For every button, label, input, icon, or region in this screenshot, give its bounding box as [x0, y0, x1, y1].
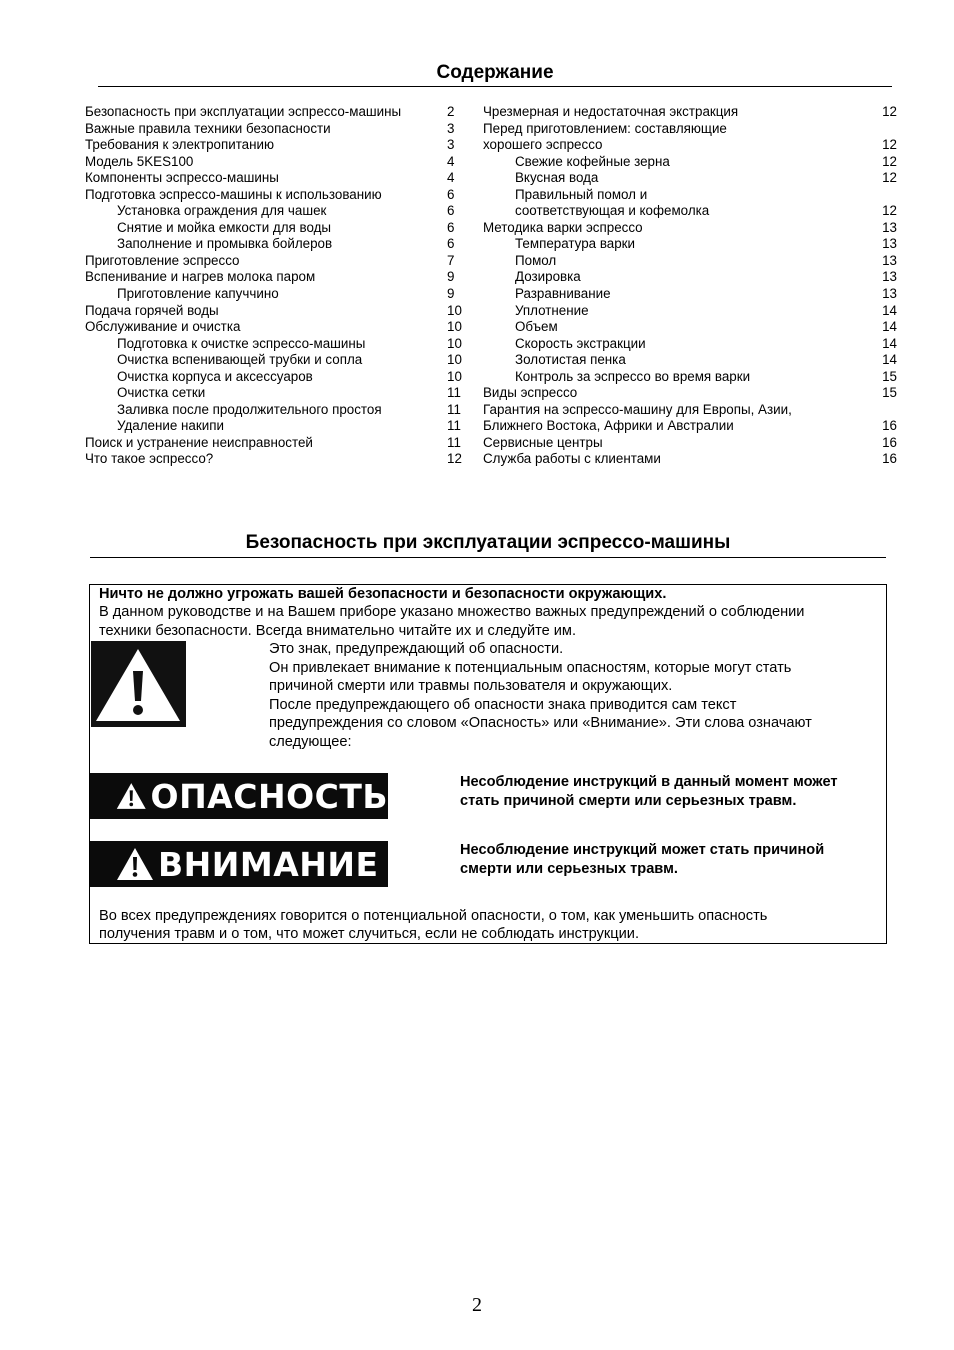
toc-entry: [483, 402, 897, 419]
toc-entry-title: Приготовление капуччино: [117, 286, 279, 302]
toc-entry-page: 16: [882, 434, 897, 450]
toc-entry-title: Заливка после продолжительного простоя: [117, 401, 382, 417]
toc-entry: [483, 319, 897, 336]
danger-word: ОПАСНОСТЬ: [150, 776, 388, 816]
safety-footer-line: Во всех предупреждениях говорится о потенциальной опасности, о том, как уменьшить опасность: [99, 908, 768, 924]
toc-entry-page: 12: [447, 451, 462, 467]
toc-entry: [85, 269, 463, 286]
toc-entry-title: Разравнивание: [515, 286, 611, 302]
toc-entry-page: 6: [447, 203, 455, 219]
safety-footer-line: получения травм и о том, что может случиться, если не соблюдать инструкции.: [99, 926, 640, 942]
toc-entry-page: 14: [882, 335, 897, 351]
toc-entry-page: 13: [882, 269, 897, 285]
toc-entry-title: Дозировка: [515, 269, 581, 285]
toc-entry-title: Очистка вспенивающей трубки и сопла: [117, 352, 363, 368]
toc-entry: [85, 121, 463, 138]
toc-entry: [483, 203, 897, 220]
toc-entry-page: 12: [882, 104, 897, 119]
toc-entry-title: соответствующая и кофемолка: [515, 203, 710, 219]
toc-entry-page: 4: [447, 153, 455, 169]
toc-entry: [483, 418, 897, 435]
toc-entry: [85, 203, 463, 220]
toc-entry-page: 10: [447, 368, 462, 384]
toc-entry-title: Компоненты эспрессо-машины: [85, 170, 279, 186]
toc-entry-title: Подготовка к очистке эспрессо-машины: [117, 335, 366, 351]
toc-entry: [483, 451, 897, 468]
toc-entry: [483, 286, 897, 303]
toc-entry: [85, 303, 463, 320]
toc-entry-title: Подготовка эспрессо-машины к использованию: [85, 186, 382, 202]
toc-entry-page: 13: [882, 219, 897, 235]
toc-entry-title: Правильный помол и: [515, 186, 648, 202]
toc-entry-page: 12: [882, 153, 897, 169]
toc-entry-title: хорошего эспрессо: [483, 137, 603, 153]
toc-entry-page: 10: [447, 319, 462, 335]
toc-entry-page: 12: [882, 203, 897, 219]
warning-triangle-icon: [116, 779, 147, 813]
danger-banner: [90, 773, 388, 819]
safety-lead-line: В данном руководстве и на Вашем приборе указано множество важных предупреждений о соблюдении: [99, 604, 805, 620]
toc-entry: [85, 286, 463, 303]
toc-right-column: [483, 104, 897, 468]
toc-entry: [85, 236, 463, 253]
toc-entry-title: Ближнего Востока, Африки и Австралии: [483, 418, 734, 434]
toc-entry-page: 13: [882, 236, 897, 252]
toc-entry-page: 3: [447, 137, 455, 153]
toc-entry: [483, 385, 897, 402]
toc-entry: [483, 137, 897, 154]
safety-lead-bold: Ничто не должно угрожать вашей безопасности и безопасности окружающих.: [99, 586, 667, 602]
warning-banner: [90, 841, 388, 887]
toc-entry-page: 9: [447, 286, 455, 302]
toc-entry-title: Что такое эспрессо?: [85, 451, 214, 467]
toc-entry-title: Очистка корпуса и аксессуаров: [117, 368, 313, 384]
toc-entry: [483, 154, 897, 171]
toc-entry: [483, 104, 897, 121]
toc-entry: [85, 402, 463, 419]
safety-box: [89, 584, 887, 944]
toc-entry: [85, 385, 463, 402]
toc-entry: [85, 154, 463, 171]
toc-entry-page: 3: [447, 120, 455, 136]
toc-entry-title: Служба работы с клиентами: [483, 451, 661, 467]
toc-entry: [483, 336, 897, 353]
sign-text-line: Это знак, предупреждающий об опасности.: [269, 641, 564, 657]
toc-entry-page: 14: [882, 319, 897, 335]
toc-entry-title: Помол: [515, 252, 557, 268]
toc-entry: [85, 369, 463, 386]
toc-entry-page: 13: [882, 286, 897, 302]
toc-title: Содержание: [98, 62, 892, 87]
warning-description: смерти или серьезных травм.: [460, 861, 678, 877]
toc-entry-page: 6: [447, 186, 455, 202]
toc-entry-page: 16: [882, 451, 897, 467]
warning-description: Несоблюдение инструкций может стать причиной: [460, 842, 825, 858]
sign-text-line: причиной смерти или травмы пользователя и окружающих.: [269, 678, 673, 694]
toc-entry: [483, 369, 897, 386]
safety-section-title: Безопасность при эксплуатации эспрессо-машины: [90, 532, 886, 558]
toc-entry-page: 11: [447, 434, 461, 450]
toc-entry-page: 4: [447, 170, 455, 186]
toc-entry-title: Методика варки эспрессо: [483, 219, 643, 235]
toc-entry: [483, 121, 897, 138]
toc-entry-title: Обслуживание и очистка: [85, 319, 241, 335]
toc-entry-title: Приготовление эспрессо: [85, 252, 240, 268]
toc-entry-title: Модель 5KES100: [85, 153, 194, 169]
toc-entry-page: 16: [882, 418, 897, 434]
toc-entry-page: 11: [447, 418, 461, 434]
toc-entry: [85, 253, 463, 270]
danger-description: стать причиной смерти или серьезных травм.: [460, 793, 797, 809]
toc-entry: [483, 435, 897, 452]
toc-entry: [483, 352, 897, 369]
sign-text-line: предупреждения со словом «Опасность» или «Внимание». Эти слова означают: [269, 715, 812, 731]
safety-lead-line: техники безопасности. Всегда внимательно читайте их и следуйте им.: [99, 623, 577, 639]
warning-triangle-icon: [91, 641, 186, 727]
toc-entry-page: 10: [447, 352, 462, 368]
toc-entry: [85, 319, 463, 336]
toc-entry-title: Сервисные центры: [483, 434, 603, 450]
toc-entry: [85, 336, 463, 353]
sign-text-line: следующее:: [269, 734, 352, 750]
toc-entry-title: Виды эспрессо: [483, 385, 578, 401]
toc-entry-page: 6: [447, 219, 455, 235]
toc-entry: [85, 137, 463, 154]
toc-entry-page: 10: [447, 335, 462, 351]
page-number: 2: [472, 1294, 482, 1316]
toc-entry-page: 12: [882, 137, 897, 153]
toc-entry-title: Требования к электропитанию: [85, 137, 275, 153]
toc-entry: [85, 220, 463, 237]
toc-entry-title: Важные правила техники безопасности: [85, 120, 331, 136]
toc-entry: [85, 170, 463, 187]
toc-entry: [483, 220, 897, 237]
toc-entry: [85, 435, 463, 452]
toc-entry: [483, 187, 897, 204]
toc-entry-page: 9: [447, 269, 455, 285]
toc-entry: [85, 352, 463, 369]
toc-entry-page: 11: [447, 401, 461, 417]
toc-entry: [85, 187, 463, 204]
toc-entry: [483, 236, 897, 253]
toc-entry-title: Скорость экстракции: [515, 335, 646, 351]
warning-triangle-icon: [116, 847, 154, 881]
toc-entry-title: Вспенивание и нагрев молока паром: [85, 269, 316, 285]
toc-entry: [85, 451, 463, 468]
toc-entry-title: Безопасность при эксплуатации эспрессо-машины: [85, 104, 402, 119]
toc-entry-title: Золотистая пенка: [515, 352, 626, 368]
toc-entry: [85, 418, 463, 435]
toc-entry: [483, 303, 897, 320]
toc-entry-page: 14: [882, 352, 897, 368]
toc-entry-page: 15: [882, 368, 897, 384]
toc-entry-page: 6: [447, 236, 455, 252]
toc-entry-title: Подача горячей воды: [85, 302, 219, 318]
toc-entry: [85, 104, 463, 121]
toc-entry-page: 14: [882, 302, 897, 318]
toc-entry-page: 11: [447, 385, 461, 401]
toc-entry-title: Удаление накипи: [117, 418, 224, 434]
toc-entry: [483, 269, 897, 286]
toc-entry-page: 15: [882, 385, 897, 401]
toc-entry-page: 7: [447, 252, 455, 268]
toc-entry-page: 12: [882, 170, 897, 186]
toc-entry-title: Свежие кофейные зерна: [515, 153, 670, 169]
toc-left-column: [85, 104, 463, 468]
toc-entry: [483, 170, 897, 187]
toc-entry-title: Очистка сетки: [117, 385, 206, 401]
toc-entry-page: 2: [447, 104, 455, 119]
toc-entry: [483, 253, 897, 270]
toc-entry-title: Температура варки: [515, 236, 636, 252]
toc-entry-title: Установка ограждения для чашек: [117, 203, 327, 219]
toc-entry-title: Вкусная вода: [515, 170, 599, 186]
sign-text-line: После предупреждающего об опасности знака приводится сам текст: [269, 697, 737, 713]
toc-entry-title: Чрезмерная и недостаточная экстракция: [483, 104, 739, 119]
toc-entry-title: Контроль за эспрессо во время варки: [515, 368, 751, 384]
toc-entry-title: Уплотнение: [515, 302, 589, 318]
toc-entry-page: 13: [882, 252, 897, 268]
toc-entry-title: Поиск и устранение неисправностей: [85, 434, 313, 450]
toc-entry-page: 10: [447, 302, 462, 318]
toc-entry-title: Перед приготовлением: составляющие: [483, 120, 727, 136]
warning-word: ВНИМАНИЕ: [158, 844, 379, 884]
toc-entry-title: Заполнение и промывка бойлеров: [117, 236, 333, 252]
toc-entry-title: Гарантия на эспрессо-машину для Европы, Азии,: [483, 401, 792, 417]
toc-entry-title: Объем: [515, 319, 558, 335]
toc-entry-title: Снятие и мойка емкости для воды: [117, 219, 332, 235]
sign-text-line: Он привлекает внимание к потенциальным опасностям, которые могут стать: [269, 660, 792, 676]
danger-description: Несоблюдение инструкций в данный момент может: [460, 774, 838, 790]
